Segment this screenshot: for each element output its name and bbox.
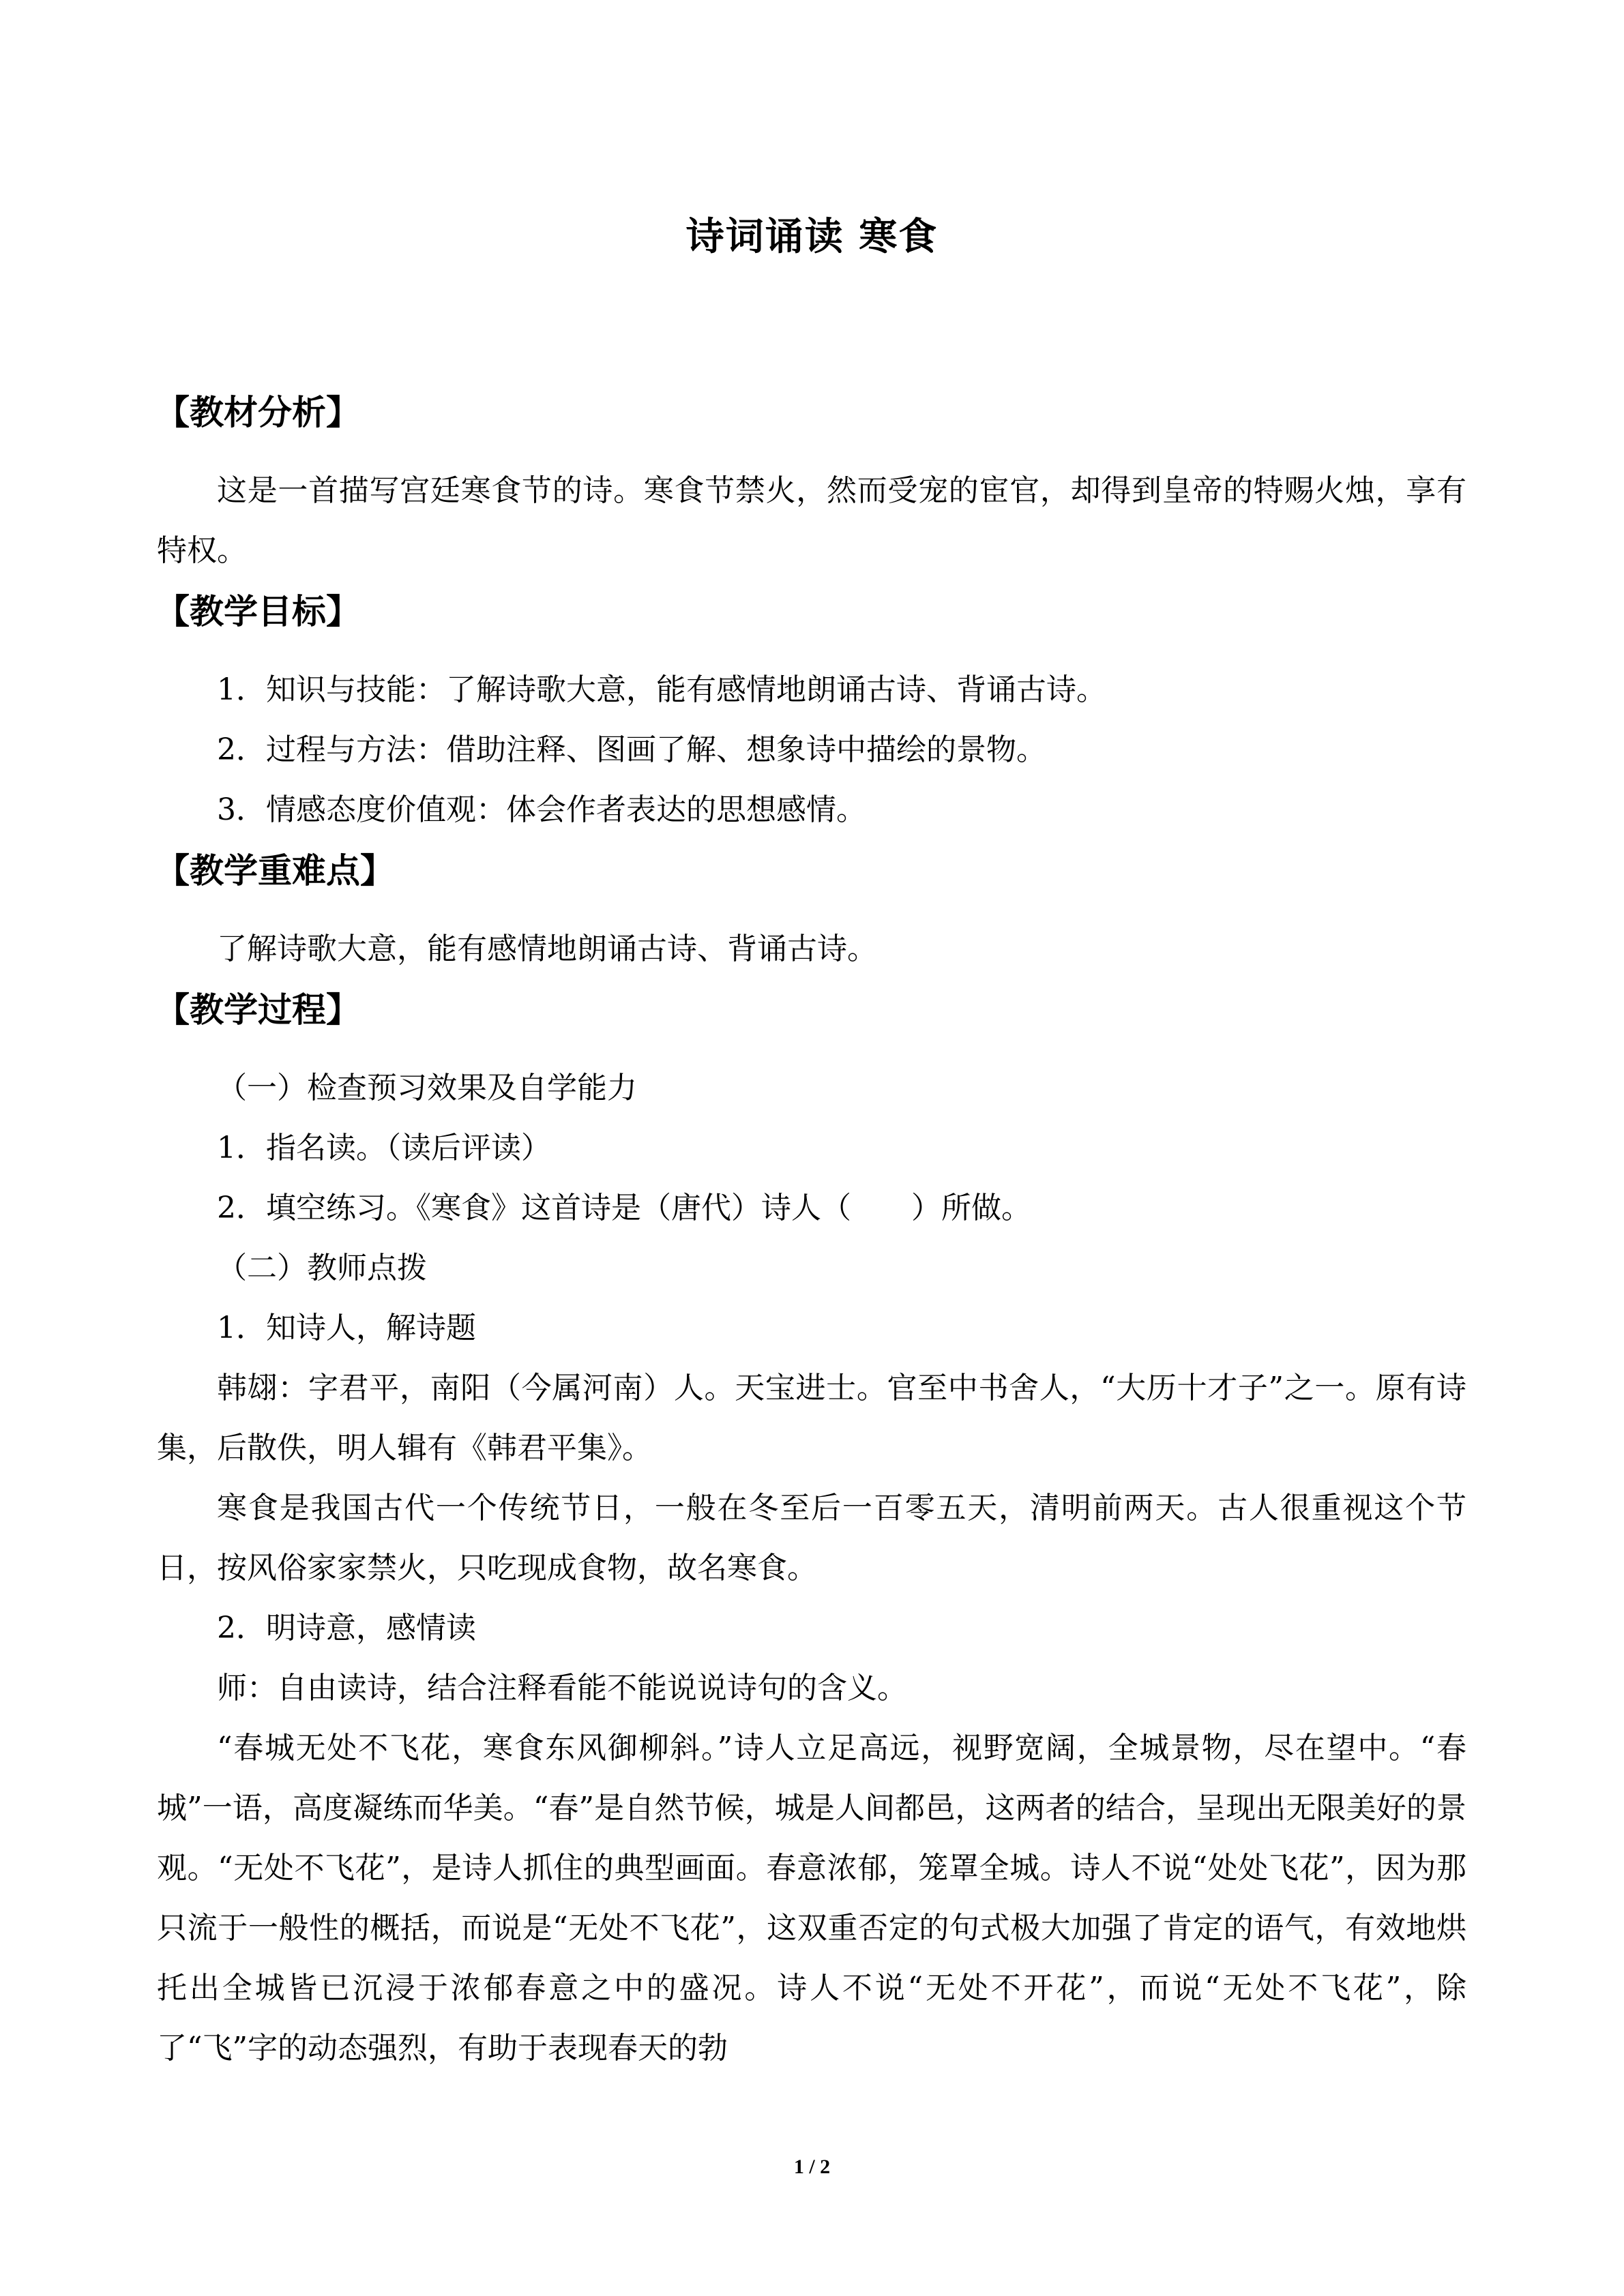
process-step: 2．填空练习。《寒食》这首诗是（唐代）诗人（ ）所做。 bbox=[217, 1191, 1031, 1225]
paragraph: 这是一首描写宫廷寒食节的诗。寒食节禁火，然而受宠的宦官，却得到皇帝的特赐火烛，享有特权。 bbox=[157, 473, 1466, 568]
goal-item: 1．知识与技能：了解诗歌大意，能有感情地朗诵古诗、背诵古诗。 bbox=[217, 672, 1106, 707]
section-analysis bbox=[157, 382, 1466, 581]
section-heading-analysis: 【教材分析】 bbox=[156, 393, 360, 432]
section-process bbox=[157, 979, 1466, 2078]
section-heading-process: 【教学过程】 bbox=[156, 990, 360, 1030]
page-number: 1 / 2 bbox=[793, 2156, 831, 2178]
paragraph: 了解诗歌大意，能有感情地朗诵古诗、背诵古诗。 bbox=[217, 931, 877, 966]
section-heading-goals: 【教学目标】 bbox=[156, 592, 360, 631]
process-step: 1．知诗人，解诗题 bbox=[217, 1311, 476, 1345]
paragraph: 寒食是我国古代一个传统节日，一般在冬至后一百零五天，清明前两天。古人很重视这个节日，按风俗家家禁火，只吃现成食物，故名寒食。 bbox=[157, 1491, 1466, 1585]
process-step: 2．明诗意，感情读 bbox=[217, 1611, 476, 1645]
goal-item: 2．过程与方法：借助注释、图画了解、想象诗中描绘的景物。 bbox=[217, 732, 1046, 767]
document-title: 诗词诵读 寒食 bbox=[685, 215, 939, 259]
paragraph: “春城无处不飞花，寒食东风御柳斜。”诗人立足高远，视野宽阔，全城景物，尽在望中。“春城”一语，高度凝练而华美。“春”是自然节候，城是人间都邑，这两者的结合，呈现出无限美好的景观。“无处不飞花”，是诗人抓住的典型画面。春意浓郁，笼罩全城。诗人不说“处处飞花”，因为那只流于一般性的概括，而说是“无处不飞花”，这双重否定的句式极大加强了肯定的语气，有效地烘托出全城皆已沉浸于浓郁春意之中的盛况。诗人不说“无处不开花”，而说“无处不飞花”，除了“飞”字的动态强烈，有助于表现春天的勃 bbox=[157, 1731, 1467, 2066]
process-step: 1．指名读。（读后评读） bbox=[217, 1131, 551, 1165]
paragraph: 韩翃：字君平，南阳（今属河南）人。天宝进士。官至中书舍人，“大历十才子”之一。原有诗集，后散佚，明人辑有《韩君平集》。 bbox=[157, 1371, 1466, 1465]
process-subheading: （一）检查预习效果及自学能力 bbox=[217, 1071, 637, 1105]
process-subheading: （二）教师点拨 bbox=[217, 1251, 427, 1285]
section-goals bbox=[157, 581, 1466, 840]
goal-item: 3．情感态度价值观：体会作者表达的思想感情。 bbox=[217, 792, 866, 827]
section-key-points bbox=[157, 840, 1466, 979]
section-heading-key-points: 【教学重难点】 bbox=[156, 851, 394, 891]
paragraph: 师：自由读诗，结合注释看能不能说说诗句的含义。 bbox=[217, 1671, 907, 1705]
document-body bbox=[157, 382, 1466, 2078]
